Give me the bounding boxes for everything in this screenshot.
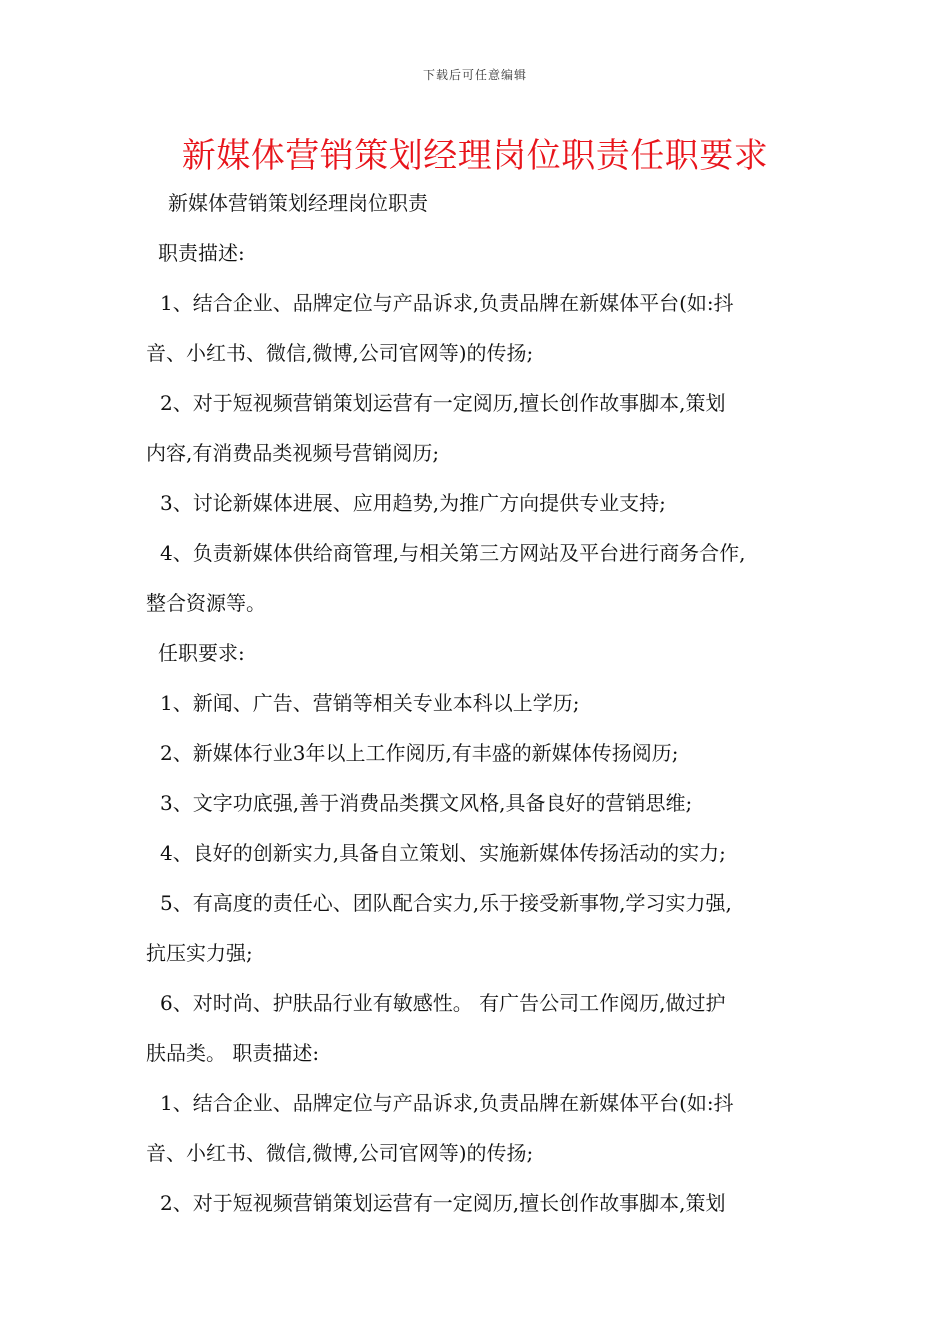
duty-item-1-repeat-cont: 音、小红书、微信,微博,公司官网等)的传扬; <box>146 1141 534 1165</box>
section-heading-duties: 职责描述: <box>158 241 245 265</box>
requirement-item-4: 4、良好的创新实力,具备自立策划、实施新媒体传扬活动的实力; <box>160 841 726 865</box>
document-title: 新媒体营销策划经理岗位职责任职要求 <box>181 136 769 176</box>
requirement-item-6-cont: 肤品类。 职责描述: <box>146 1041 320 1065</box>
document-body <box>146 178 818 1228</box>
duty-item-3: 3、讨论新媒体进展、应用趋势,为推广方向提供专业支持; <box>160 491 666 515</box>
duty-item-1-repeat: 1、结合企业、品牌定位与产品诉求,负责品牌在新媒体平台(如:抖 <box>160 1091 734 1115</box>
duty-item-1-cont: 音、小红书、微信,微博,公司官网等)的传扬; <box>146 341 534 365</box>
requirement-item-6: 6、对时尚、护肤品行业有敏感性。 有广告公司工作阅历,做过护 <box>160 991 726 1015</box>
duty-item-4: 4、负责新媒体供给商管理,与相关第三方网站及平台进行商务合作, <box>160 541 746 565</box>
duty-item-2-cont: 内容,有消费品类视频号营销阅历; <box>146 441 440 465</box>
duty-item-2-repeat: 2、对于短视频营销策划运营有一定阅历,擅长创作故事脚本,策划 <box>160 1191 726 1215</box>
requirement-item-5-cont: 抗压实力强; <box>146 941 253 965</box>
duty-item-2: 2、对于短视频营销策划运营有一定阅历,擅长创作故事脚本,策划 <box>160 391 726 415</box>
duty-item-4-cont: 整合资源等。 <box>146 591 266 615</box>
requirement-item-2: 2、新媒体行业3年以上工作阅历,有丰盛的新媒体传扬阅历; <box>160 741 679 765</box>
header-note: 下载后可任意编辑 <box>422 68 527 82</box>
section-heading-requirements: 任职要求: <box>158 641 245 665</box>
requirement-item-5: 5、有高度的责任心、团队配合实力,乐于接受新事物,学习实力强, <box>160 891 732 915</box>
subtitle-line: 新媒体营销策划经理岗位职责 <box>168 191 428 215</box>
requirement-item-3: 3、文字功底强,善于消费品类撰文风格,具备良好的营销思维; <box>160 791 693 815</box>
duty-item-1: 1、结合企业、品牌定位与产品诉求,负责品牌在新媒体平台(如:抖 <box>160 291 734 315</box>
requirement-item-1: 1、新闻、广告、营销等相关专业本科以上学历; <box>160 691 580 715</box>
